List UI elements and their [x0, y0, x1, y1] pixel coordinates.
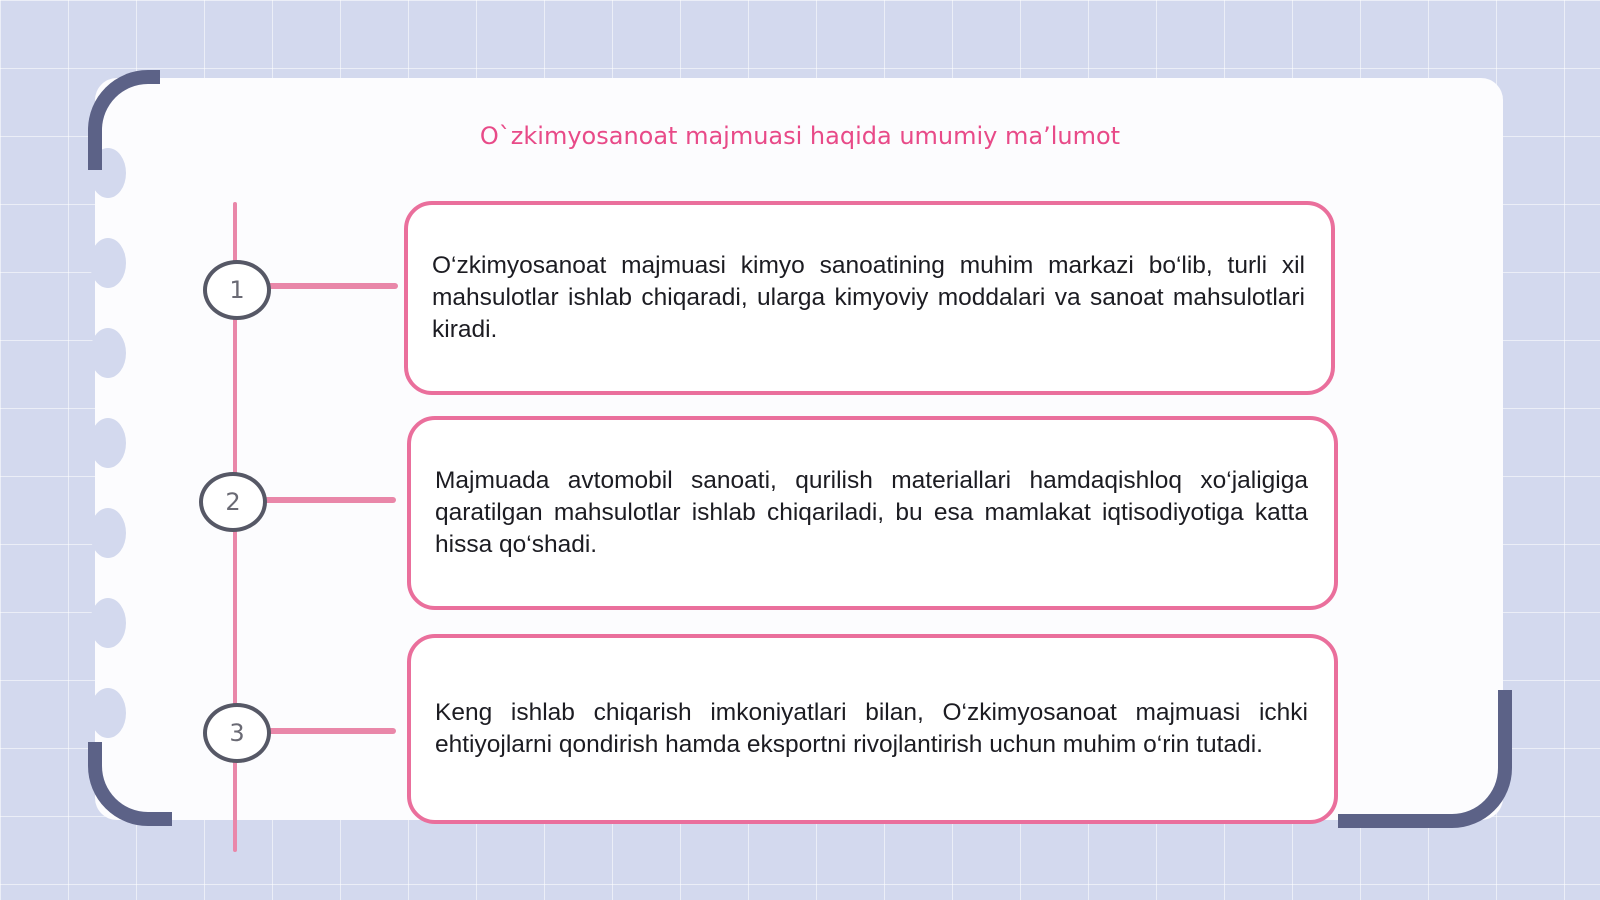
- timeline-connector-3: [262, 728, 396, 734]
- step-number-3: 3: [203, 703, 271, 763]
- paper-scallop: [90, 418, 126, 468]
- paper-scallop: [90, 688, 126, 738]
- step-number-2: 2: [199, 472, 267, 532]
- paper-scallop: [90, 328, 126, 378]
- info-card-3: [407, 634, 1338, 824]
- frame-corner-top-left: [88, 70, 160, 170]
- paper-scallop: [90, 238, 126, 288]
- info-card-text-3: Keng ishlab chiqarish imkoniyatlari bilan, O‘zkimyosanoat majmuasi ichki ehtiyojlarni qondirish hamda eksportni rivojlantirish uchun muhim o‘rin tutadi.: [435, 699, 1308, 758]
- frame-corner-bottom-right: [1338, 690, 1512, 828]
- info-card-1: [404, 201, 1335, 395]
- timeline-connector-2: [260, 497, 396, 503]
- slide-title: O`zkimyosanoat majmuasi haqida umumiy ma’lumot: [479, 122, 1121, 150]
- info-card-text-1: O‘zkimyosanoat majmuasi kimyo sanoatining muhim markazi bo‘lib, turli xil mahsulotlar ishlab chiqaradi, ularga kimyoviy moddalari va sanoat mahsulotlari kiradi.: [432, 252, 1305, 343]
- info-card-2: [407, 416, 1338, 610]
- paper-scallop: [90, 598, 126, 648]
- timeline-connector-1: [262, 283, 398, 289]
- info-card-text-2: Majmuada avtomobil sanoati, qurilish materiallari hamdaqishloq xo‘jaligiga qaratilgan mahsulotlar ishlab chiqariladi, bu esa mamlakat iqtisodiyotiga katta hissa qo‘shadi.: [435, 467, 1308, 558]
- paper-scallop: [90, 508, 126, 558]
- step-number-1: 1: [203, 260, 271, 320]
